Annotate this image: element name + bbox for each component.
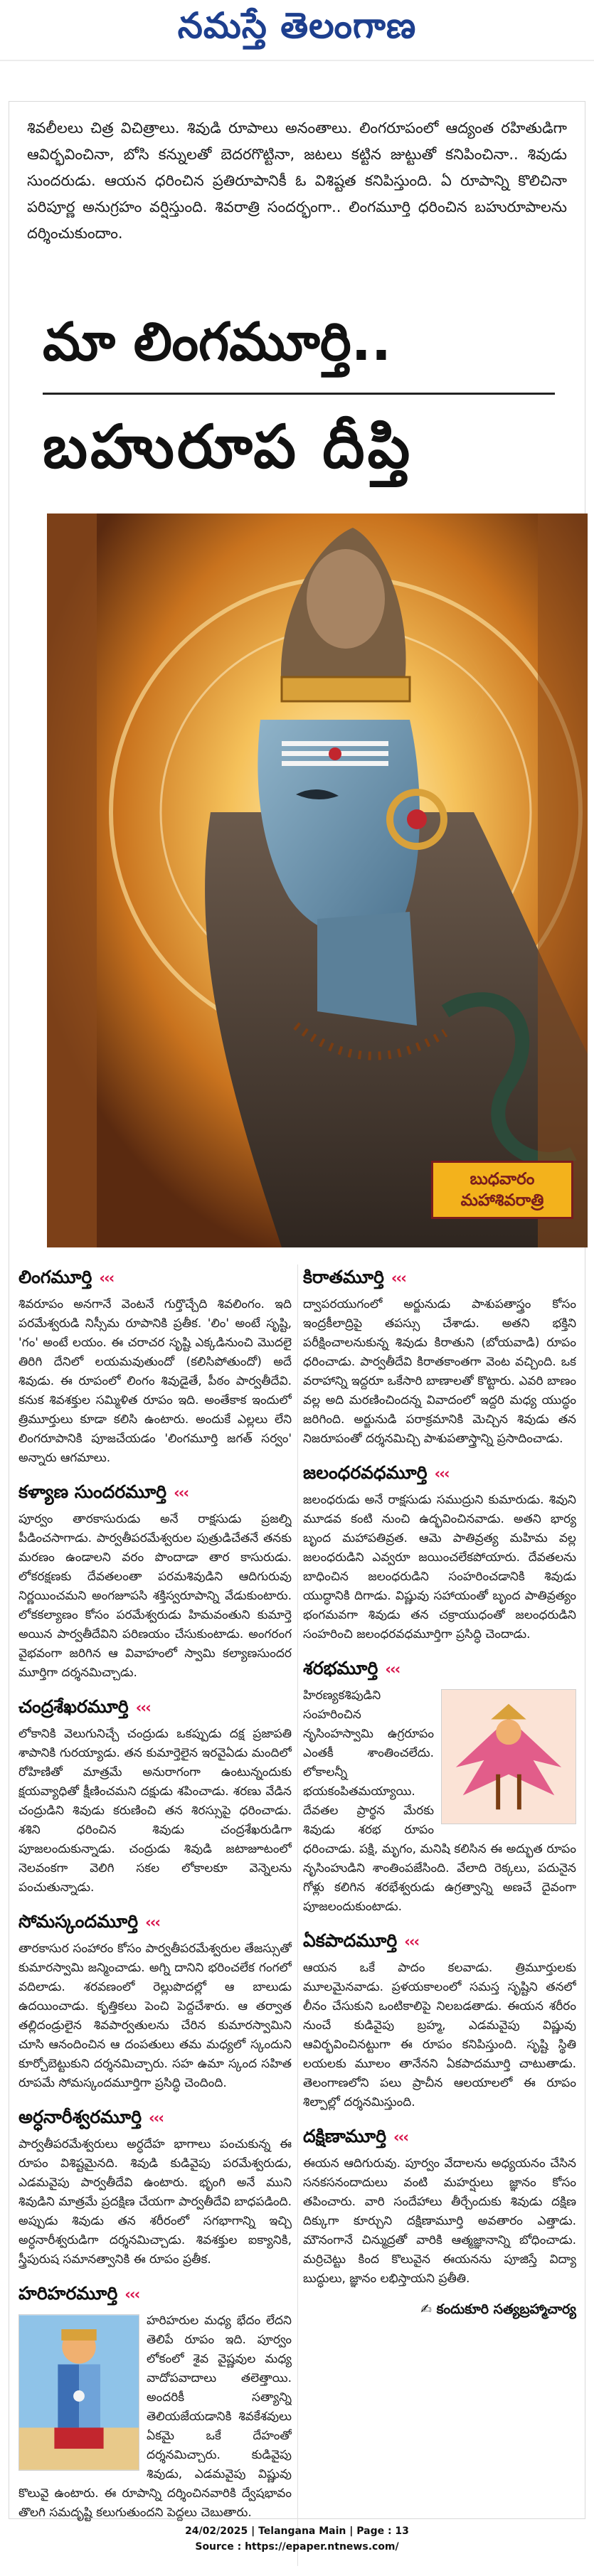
section-kalyana-sundaramurthy xyxy=(18,1479,292,1683)
harihara-illustration-icon xyxy=(18,2314,139,2471)
section-marker-icon: ‹‹‹ xyxy=(385,1661,400,1678)
section-marker-icon: ‹‹‹ xyxy=(145,1914,160,1931)
section-title: కిరాతమూర్తి xyxy=(303,1267,384,1287)
section-sarabhamurthy xyxy=(303,1656,576,1917)
headline-line-2: బహురూప దీప్తి xyxy=(43,412,413,481)
section-text: ఆయన ఒకే పాదం కలవాడు. త్రిమూర్తులకు మూలమైనవాడు. ప్రళయకాలంలో సమస్త సృష్టిని తనలో లీనం చేసుకుని ఒంటికాలిపై నిలబడతాడు. ఈయన శరీరం నుంచే కుడివైపు బ్రహ్మ, ఎడమవైపు విష్ణువు ఆవిర్భవించినట్టుగా ఈ రూపం కనిపిస్తుంది. సృష్టి స్థితి లయలకు మూలం తానేనని ఏకపాదమూర్తి చాటుతాడు. తెలంగాణలోని పలు ప్రాచీన ఆలయాలలో ఈ రూపం శిల్పాల్లో దర్శనమిస్తుంది. xyxy=(303,1961,576,2109)
section-kirathamurthy xyxy=(303,1265,576,1449)
section-title: కళ్యాణ సుందరమూర్తి xyxy=(18,1481,167,1502)
column-divider xyxy=(297,1265,298,2566)
left-column xyxy=(18,1265,292,2534)
footer-source: Source : https://epaper.ntnews.com/ xyxy=(195,2541,399,2553)
section-title: హరిహరమూర్తి xyxy=(18,2283,118,2304)
section-title: అర్ధనారీశ్వరమూర్తి xyxy=(18,2107,142,2127)
section-title: శరభమూర్తి xyxy=(303,1658,378,1678)
section-text: జలంధరుడు అనే రాక్షసుడు సముద్రుని కుమారుడు. శివుని మూడవ కంటి నుంచి ఉద్భవించినవాడు. అతని భార్య బృంద మహాపతివ్రత. ఆమె పాతివ్రత్య మహిమ వల్ల జలంధరుడిని ఎవ్వరూ జయించలేకపోయారు. దేవతలను బాధించిన జలంధరుడిని సంహరించడానికి శివుడు యుద్ధానికి దిగాడు. విష్ణువు సహాయంతో బృంద పాతివ్రత్యం భంగమవగా శివుడు తన చక్రాయుధంతో జలంధరుడిని సంహరించి జలంధరవధమూర్తిగా ప్రసిద్ధి చెందాడు. xyxy=(303,1493,576,1641)
section-title: చంద్రశేఖరమూర్తి xyxy=(18,1696,129,1717)
section-text: హిరణ్యకశిపుడిని సంహరించిన నృసింహస్వామి ఉగ్రరూపం ఎంతకీ శాంతించలేదు. లోకాలన్నీ భయకంపితమయ్యాయి. దేవతల ప్రార్థన మేరకు శివుడు శరభ రూపం ధరించాడు. పక్షి, మృగం, మనిషి కలిసిన ఈ అద్భుత రూపం నృసింహుడిని శాంతింపజేసింది. వేలాది రెక్కలు, పదునైన గోళ్లు కలిగిన శరభేశ్వరుడు ఉగ్రత్వాన్ని అణచే దైవంగా పూజలందుకుంటాడు. xyxy=(303,1688,576,1914)
headline-divider xyxy=(43,393,555,395)
section-marker-icon: ‹‹‹ xyxy=(149,2109,163,2127)
section-dakshinamurthy xyxy=(303,2124,576,2289)
section-marker-icon: ‹‹‹ xyxy=(124,2286,139,2303)
hero-illustration xyxy=(47,513,588,1247)
badge-day: బుధవారం xyxy=(470,1170,535,1188)
shivaratri-badge xyxy=(431,1161,573,1219)
section-title: ఏకపాదమూర్తి xyxy=(303,1930,398,1951)
section-text: తారకాసుర సంహారం కోసం పార్వతీపరమేశ్వరుల తేజస్సుతో కుమారస్వామి జన్మించాడు. అగ్ని దానిని భరించలేక గంగలో వదిలాడు. శరవణంలో రెల్లుపొదల్లో ఆ బాలుడు ఉదయించాడు. కృత్తికలు పెంచి పెద్దచేశారు. ఆ తర్వాత తల్లిదండ్రులైన శివపార్వతులను చేరిన కుమారస్వామిని చూసి ఆనందించిన ఆ దంపతులు తమ మధ్యలో స్కందుని కూర్చోబెట్టుకుని దర్శనమిచ్చారు. సహ ఉమా స్కంద సహిత రూపమే సోమస్కందమూర్తిగా ప్రసిద్ధి చెందింది. xyxy=(18,1942,292,2090)
pen-icon: ✍ xyxy=(420,2301,432,2317)
section-hariharamurthy xyxy=(18,2281,292,2523)
author-name: కందుకూరి సత్యబ్రహ్మాచార్య xyxy=(436,2301,576,2317)
section-text: లోకానికి వెలుగునిచ్చే చంద్రుడు ఒకప్పుడు దక్ష ప్రజాపతి శాపానికి గురయ్యాడు. తన కుమార్తెలైన ఇరవైఏడు మందిలో రోహిణితో మాత్రమే అనురాగంగా ఉంటున్నందుకు క్షయవ్యాధితో క్షీణించమని దక్షుడు శపించాడు. శరణు వేడిన చంద్రుడిని శివుడు కరుణించి తన శిరస్సుపై ధరించాడు. శశిని ధరించిన శివుడు చంద్రశేఖరుడిగా పూజలందుకున్నాడు. చంద్రుడు శివుడి జటాజూటంలో నెలవంకగా వెలిగి సకల లోకాలకూ వెన్నెలను పంచుతున్నాడు. xyxy=(18,1727,292,1895)
author-credit xyxy=(303,2300,576,2319)
section-text: శివరూపం అనగానే వెంటనే గుర్తొచ్చేది శివలింగం. ఇది పరమేశ్వరుడి నిస్సీమ రూపానికి ప్రతీక. 'లిం' అంటే సృష్టి, 'గం' అంటే లయం. ఈ చరాచర సృష్టి ఎక్కడినుంచి మొదలై తిరిగి దేనిలో లయమవుతుందో (కలిసిపోతుందో) అదే శివుడు. ఈ రూపంలో లింగం శివుడైతే, పీఠం పార్వతీదేవి. కనుక శివశక్తుల సమ్మిళిత రూపం ఇది. అంతేకాక ఇందులో త్రిమూర్తులు కూడా కలిసి ఉంటారు. అందుకే ఎల్లలు లేని లింగరూపానికి పూజచేయడం 'లింగమూర్తి జగత్ సర్వం' అన్నారు ఆగమాలు. xyxy=(18,1297,292,1465)
section-title: లింగమూర్తి xyxy=(18,1267,92,1287)
section-marker-icon: ‹‹‹ xyxy=(404,1933,419,1950)
section-marker-icon: ‹‹‹ xyxy=(174,1484,189,1501)
section-text: హరిహరుల మధ్య భేదం లేదని తెలిపే రూపం ఇది. పూర్వం లోకంలో శైవ వైష్ణవుల మధ్య వాదోపవాదాలు తలెత్తాయి. అందరికీ సత్యాన్ని తెలియజేయడానికి శివకేశవులు ఏకమై ఒకే దేహంతో దర్శనమిచ్చారు. కుడివైపు శివుడు, ఎడమవైపు విష్ణువు కొలువై ఉంటారు. ఈ రూపాన్ని దర్శించినవారికి ద్వేషభావం తొలగి సమదృష్టి కలుగుతుందని పెద్దలు చెబుతారు. xyxy=(18,2314,292,2520)
section-text: పూర్వం తారకాసురుడు అనే రాక్షసుడు ప్రజల్ని పీడించసాగాడు. పార్వతీపరమేశ్వరుల పుత్రుడిచేతనే తనకు మరణం ఉండాలని వరం పొందాడా తార కాసురుడు. లోకరక్షణకు దేవతలంతా పరమశివుడిని ఆదిగురువు నిర్ణయించమని అంగజూపసి శక్తిస్వరూపాన్ని వేడుకుంటారు. లోకకల్యాణం కోసం పరమేశ్వరుడు హిమవంతుని కుమార్తె అయిన పార్వతీదేవిని పరిణయం చేసుకుంటాడు. అంగరంగ వైభవంగా జరిగిన ఆ వివాహంలో స్వామి కల్యాణసుందర మూర్తిగా దర్శనమిచ్చాడు. xyxy=(18,1512,292,1680)
right-column xyxy=(303,1265,576,2319)
badge-festival: మహాశివరాత్రి xyxy=(460,1191,544,1210)
section-marker-icon: ‹‹‹ xyxy=(135,1699,150,1716)
section-marker-icon: ‹‹‹ xyxy=(393,2129,408,2146)
section-chandrasekharamurthy xyxy=(18,1694,292,1898)
intro-paragraph: శివలీలలు చిత్ర విచిత్రాలు. శివుడి రూపాలు అనంతాలు. లింగరూపంలో ఆద్యంత రహితుడిగా ఆవిర్భవించినా, బోసి కన్నులతో బెదరగొట్టినా, జటలు కట్టిన జుట్టుతో కనిపించినా.. శివుడు సుందరుడు. ఆయన ధరించిన ప్రతిరూపానికీ ఓ విశిష్టత కనిపిస్తుంది. ఏ రూపాన్ని కొలిచినా పరిపూర్ణ అనుగ్రహం వర్షిస్తుంది. శివరాత్రి సందర్భంగా.. లింగమూర్తి ధరించిన బహురూపాలను దర్శించుకుందాం. xyxy=(27,119,567,242)
headline-line-1: మా లింగమూర్తి.. xyxy=(43,312,391,373)
section-title: సోమస్కందమూర్తి xyxy=(18,1911,139,1932)
section-jalandharavadhamurthy xyxy=(303,1460,576,1644)
shiva-portrait-icon xyxy=(47,513,588,1247)
section-title: దక్షిణామూర్తి xyxy=(303,2126,387,2146)
section-text: ద్వాపరయుగంలో అర్జునుడు పాశుపతాస్త్రం కోసం ఇంద్రకీలాద్రిపై తపస్సు చేశాడు. అతని భక్తిని పరీక్షించాలనుకున్న శివుడు కిరాతుని (బోయవాడి) రూపం ధరించాడు. పార్వతీదేవి కిరాతకాంతగా వెంట వచ్చింది. ఒక వరాహాన్ని ఇద్దరూ ఒకేసారి బాణాలతో కొట్టారు. ఎవరి బాణం వల్ల అది మరణించిందన్న వివాదంలో ఇద్దరి మధ్య యుద్ధం జరిగింది. అర్జునుడి పరాక్రమానికి మెచ్చిన శివుడు తన నిజరూపంతో దర్శనమిచ్చి పాశుపతాస్త్రాన్ని ప్రసాదించాడు. xyxy=(303,1297,576,1446)
section-text: ఈయన ఆదిగురువు. పూర్వం వేదాలను అధ్యయనం చేసిన సనకసనందాదులు వంటి మహర్షులు జ్ఞానం కోసం తపించారు. వారి సందేహాలు తీర్చేందుకు శివుడు దక్షిణ దిక్కుగా కూర్చుని దక్షిణామూర్తి అవతారం ఎత్తాడు. మౌనంగానే చిన్ముద్రతో వారికి ఆత్మజ్ఞానాన్ని బోధించాడు. మర్రిచెట్టు కింద కొలువైన ఈయనను పూజిస్తే విద్యా బుద్ధులు, జ్ఞానం లభిస్తాయని ప్రతీతి. xyxy=(303,2156,576,2286)
section-marker-icon: ‹‹‹ xyxy=(99,1270,114,1287)
section-marker-icon: ‹‹‹ xyxy=(391,1270,405,1287)
section-ardhanareeswaramurthy xyxy=(18,2104,292,2269)
section-title: జలంధరవధమూర్తి xyxy=(303,1462,428,1483)
section-somaskandamurthy xyxy=(18,1909,292,2093)
page-footer xyxy=(0,2523,594,2555)
newspaper-title: నమస్తే తెలంగాణ xyxy=(177,4,417,46)
section-marker-icon: ‹‹‹ xyxy=(434,1465,449,1482)
footer-edition: 24/02/2025 | Telangana Main | Page : 13 xyxy=(185,2526,409,2537)
section-lingamurthy xyxy=(18,1265,292,1468)
sarabha-illustration-icon xyxy=(441,1689,576,1824)
section-ekapadamurthy xyxy=(303,1928,576,2112)
masthead xyxy=(0,0,594,61)
section-text: పార్వతీపరమేశ్వరులు అర్ధదేహ భాగాలు పంచుకున్న ఈ రూపం విశిష్టమైనది. శివుడి కుడివైపు పరమేశ్వరుడు, ఎడమవైపు పార్వతీదేవి ఉంటారు. భృంగి అనే ముని శివుడిని మాత్రమే ప్రదక్షిణ చేయగా పార్వతీదేవి బాధపడింది. అప్పుడు శివుడు తన శరీరంలో సగభాగాన్ని ఇచ్చి అర్ధనారీశ్వరుడిగా దర్శనమిచ్చాడు. శివశక్తుల ఐక్యానికి, స్త్రీపురుష సమానత్వానికి ఈ రూపం ప్రతీక. xyxy=(18,2137,292,2267)
